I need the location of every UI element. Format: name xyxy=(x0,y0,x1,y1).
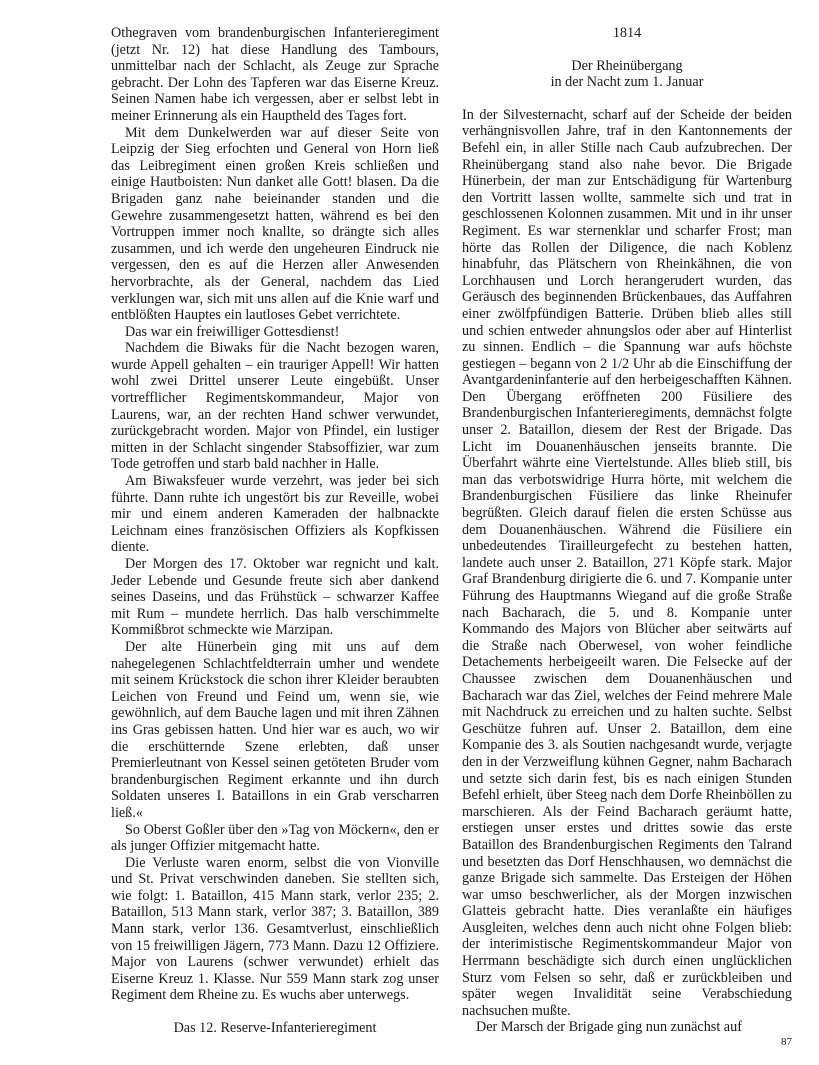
left-paragraph-9: Die Verluste waren enorm, selbst die von Vionville und St. Privat verschwinden daneben. Sie stellten sich, wie folgt: 1. Bataillon, 415 Mann stark, verlor 235; 2. Bataillon, 513 Mann stark, verlor 387; 3. Bataillon, 389 Mann stark, verlor 136. Gesamtverlust, einschließlich von 15 freiwilligen Jägern, 773 Mann. Dazu 12 Offiziere. Major von Laurens (schwer verwundet) erhielt das Eiserne Kreuz 1. Klasse. Nur 559 Mann stark zog unser Regiment dem Rheine zu. Es wuchs aber unterwegs. xyxy=(111,854,439,1004)
left-paragraph-4: Nachdem die Biwaks für die Nacht bezogen waren, wurde Appell gehalten – ein trauriger Appell! Wir hatten wohl zwei Drittel unserer Leute eingebüßt. Unser vortrefflicher Regimentskommandeur, Major von Laurens, war, an der rechten Hand schwer verwundet, zurückgebracht worden. Major von Pfindel, ein lustiger mitten in der Schlacht singender Stabsoffizier, war zum Tode getroffen und starb bald nachher in Halle. xyxy=(111,340,439,473)
chapter-title-line-1: Der Rheinübergang xyxy=(571,57,683,74)
left-column xyxy=(111,25,439,1037)
right-column xyxy=(462,25,792,1036)
left-paragraph-6: Der Morgen des 17. Oktober war regnicht und kalt. Jeder Lebende und Gesunde freute sich aber dankend seines Daseins, und das Frühstück – schwarzer Kaffee mit Rum – mundete herrlich. Das halb verschimmelte Kommißbrot schmeckte wie Marzipan. xyxy=(111,556,439,639)
chapter-year: 1814 xyxy=(612,25,642,41)
chapter-title-line-2: in der Nacht zum 1. Januar xyxy=(550,74,704,91)
left-paragraph-8: So Oberst Goßler über den »Tag von Möckern«, den er als junger Offizier mitgemacht hatte. xyxy=(111,821,439,855)
right-paragraph-2: Der Marsch der Brigade ging nun zunächst auf xyxy=(476,1019,742,1036)
right-paragraph-1: In der Silvesternacht, scharf auf der Scheide der beiden verhängnisvollen Jahre, traf in den Kantonnements der Befehl ein, in aller Stille nach Caub aufzubrechen. Der Rheinübergang stand also nahe bevor. Die Brigade Hünerbein, der man zur Entschädigung für Wartenburg den Vortritt lassen wollte, sammelte sich und trat in geschlossenen Kolonnen zusammen. Mit und in ihr unser Regiment. Es war sternenklar und scharfer Frost; man hörte das Rollen der Diligence, die nach Koblenz hinabfuhr, das Plätschern von Rheinkähnen, die von Lorchhausen und Lorch herangerudert wurden, das Geräusch des beginnenden Brückenbaues, das Auffahren einer zwölfpfündigen Batterie. Drüben blieb alles still und schien entweder ahnungslos oder aber auf Hinterlist zu sinnen. Endlich – die Spannung war aufs höchste gestiegen – begann von 2 1/2 Uhr ab die Einschiffung der Avantgardeninfanterie auf den herbeigeschafften Kähnen. Den Übergang eröffneten 200 Füsiliere des Brandenburgischen Infanterieregiments, demnächst folgte unser 2. Bataillon, diesem der Rest der Brigade. Das Licht im Douanenhäuschen jenseits brannte. Die Überfahrt währte eine Viertelstunde. Alles blieb still, bis man das verbotswidrige Hurra hörte, mit welchem die Brandenburgischen Füsiliere das linke Rheinufer begrüßten. Gleich darauf fielen die ersten Schüsse aus dem Douanenhäuschen. Während die Füsiliere ein unbedeutendes Tirailleurgefecht zu bestehen hatten, landete auch unser 2. Bataillon, 271 Köpfe stark. Major Graf Brandenburg dirigierte die 6. und 7. Kompanie unter Führung des Hauptmanns Wiegand auf die große Straße nach Bacharach, die 5. und 8. Kompanie unter Kommando des Majors von Blücher aber seitwärts auf die Straße nach Oberwesel, von woher feindliche Detachements herbeigeeilt waren. Die Felsecke auf der Chaussee zwischen dem Douanenhäuschen und Bacharach war das Ziel, welches der Feind mehrere Male mit Nachdruck zu erreichen und zu halten suchte. Selbst Geschütze fuhren auf. Unser 2. Bataillon, dem eine Kompanie des 3. als Soutien nachgesandt wurde, verjagte den in der Verzweiflung kühnen Gegner, nahm Bacharach und setzte sich darin fest, bis es nach einigen Stunden Befehl erhielt, über Steeg nach dem Dorfe Rheinböllen zu marschieren. Als der Feind Bacharach geräumt hatte, erstiegen unser erstes und drittes sowie das erste Bataillon des Brandenburgischen Regiments den Talrand und besetzten das Dorf Henschhausen, wo demnächst die ganze Brigade sich sammelte. Das Ersteigen der Höhen war umso beschwerlicher, als der Morgen inzwischen Glatteis gebracht hatte. Dies veranlaßte ein häufiges Ausgleiten, welches denn auch nicht ohne Folgen blieb: der interimistische Regimentskommandeur Major von Herrmann beschädigte sich durch einen unglücklichen Sturz vom Felsen so sehr, daß er zurückbleiben und später wegen Invalidität seine Verabschiedung nachsuchen mußte. xyxy=(462,106,792,1019)
page-number: 87 xyxy=(781,1036,792,1048)
chapter-title xyxy=(462,58,792,91)
left-paragraph-1: Othegraven vom brandenburgischen Infanterieregiment (jetzt Nr. 12) hat diese Handlung des Tambours, unmittelbar nach der Schlacht, als Zeuge zur Sprache gebracht. Der Lohn des Tapferen war das Eiserne Kreuz. Seinen Namen habe ich vergessen, aber er selbst lebt in meiner Erinnerung als ein Hauptheld des Tages fort. xyxy=(111,25,439,124)
left-paragraph-3: Das war ein freiwilliger Gottesdienst! xyxy=(125,323,340,340)
left-paragraph-2: Mit dem Dunkelwerden war auf dieser Seite von Leipzig der Sieg erfochten und General von Horn ließ das Leibregiment einen großen Kreis schließen und einige Hautboisten: Nun danket alle Gott! blasen. Da die Brigaden ganz nahe beieinander standen und die Gewehre zusammengesetzt hatten, während es bei den Vortruppen immer noch knallte, so drängte sich alles zusammen, und ich werde den ungeheuren Eindruck nie vergessen, den es auf die Herzen aller Anwesenden hervorbrachte, als der General, nachdem das Lied verklungen war, sich mit uns allen auf die Knie warf und entblößten Hauptes ein lautloses Gebet verrichtete. xyxy=(111,124,439,324)
section-heading-reserve-regiment: Das 12. Reserve-Infanterieregiment xyxy=(173,1020,377,1037)
left-paragraph-5: Am Biwaksfeuer wurde verzehrt, was jeder bei sich führte. Dann ruhte ich ungestört bis zur Reveille, wobei mir und einem anderen Kameraden der halbnackte Leichnam eines französischen Offiziers als Kopfkissen diente. xyxy=(111,473,439,556)
left-paragraph-7: Der alte Hünerbein ging mit uns auf dem nahegelegenen Schlachtfeldterrain umher und wendete mit seinem Krückstock die schon ihrer Kleider beraubten Leichen von Freund und Feind um, wenn sie, wie gewöhnlich, auf dem Bauche lagen und mit ihren Zähnen ins Gras gebissen hatten. Und hier war es auch, wo wir die erschütternde Szene erlebten, daß unser Premierleutnant von Kessel seinen getöteten Bruder vom brandenburgischen Regiment erkannte und ihn durch Soldaten unseres I. Bataillons in ein Grab verscharren ließ.« xyxy=(111,638,439,821)
